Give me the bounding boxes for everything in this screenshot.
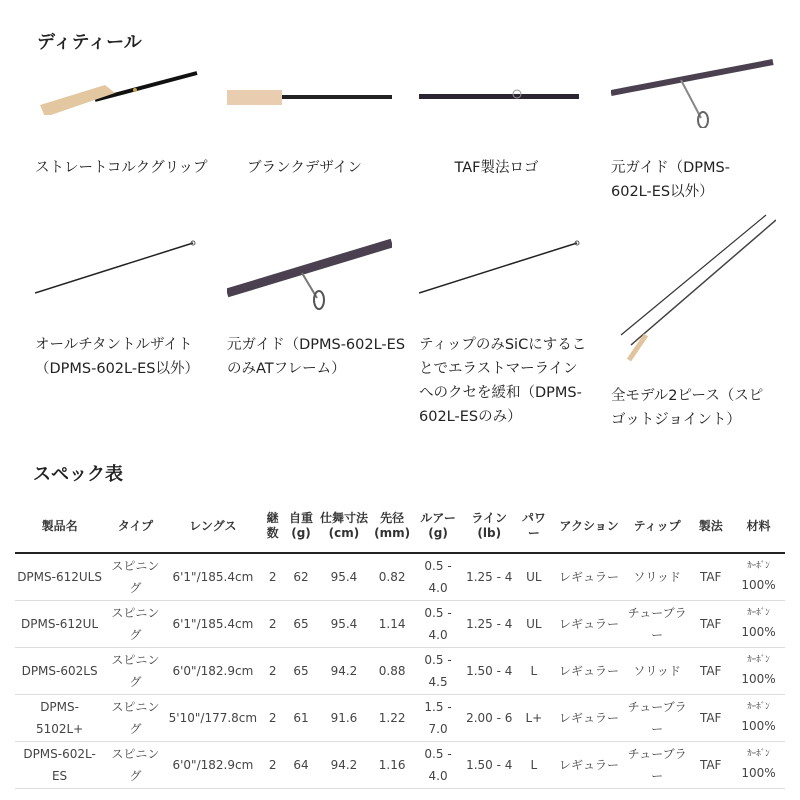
two-piece-rod-image bbox=[611, 210, 781, 370]
table-cell: 6'0"/182.9cm bbox=[167, 741, 259, 788]
column-header: ライン(lb) bbox=[464, 500, 515, 553]
material-percent: 100% bbox=[741, 624, 776, 639]
table-cell: 2 bbox=[259, 553, 286, 600]
butt-guide-image bbox=[611, 58, 781, 128]
caption: ストレートコルクグリップ bbox=[35, 160, 208, 176]
table-cell: 61 bbox=[286, 694, 316, 741]
table-cell: スピニング bbox=[104, 694, 167, 741]
table-cell: レギュラー bbox=[553, 600, 625, 647]
table-cell: TAF bbox=[689, 741, 732, 788]
table-cell: 1.50 - 4 bbox=[464, 741, 515, 788]
material-cell bbox=[732, 647, 785, 694]
caption: 全モデル2ピース（スピゴットジョイント） bbox=[611, 388, 764, 428]
taf-logo-image bbox=[419, 88, 589, 108]
table-row bbox=[15, 647, 785, 694]
column-header: ティップ bbox=[625, 500, 689, 553]
table-cell: 65 bbox=[286, 647, 316, 694]
material-percent: 100% bbox=[741, 671, 776, 686]
table-cell: 2 bbox=[259, 647, 286, 694]
table-cell: DPMS-5102L+ bbox=[15, 694, 104, 741]
table-cell: 1.25 - 4 bbox=[464, 553, 515, 600]
table-cell: スピニング bbox=[104, 647, 167, 694]
material-cell bbox=[732, 553, 785, 600]
column-header: 製品名 bbox=[15, 500, 104, 553]
column-header: 製法 bbox=[689, 500, 732, 553]
table-cell: 0.88 bbox=[372, 647, 412, 694]
material-name: ｶｰﾎﾞﾝ bbox=[747, 607, 770, 618]
table-cell: 2 bbox=[259, 741, 286, 788]
table-cell: 6'1"/185.4cm bbox=[167, 553, 259, 600]
caption: 元ガイド（DPMS-602L-ESのみATフレーム） bbox=[227, 337, 406, 377]
column-header: アクション bbox=[553, 500, 625, 553]
material-name: ｶｰﾎﾞﾝ bbox=[747, 748, 770, 759]
cork-grip-image bbox=[35, 65, 205, 115]
blank-design-image bbox=[227, 88, 397, 108]
caption: オールチタントルザイト（DPMS-602L-ES以外） bbox=[35, 337, 199, 377]
table-cell: 1.16 bbox=[372, 741, 412, 788]
table-cell: 2 bbox=[259, 600, 286, 647]
caption: ティップのみSiCにすることでエラストマーラインへのクセを緩和（DPMS-602L-ESのみ） bbox=[419, 337, 587, 425]
table-cell: 2 bbox=[259, 694, 286, 741]
titanium-guides-image bbox=[35, 238, 205, 298]
table-row bbox=[15, 741, 785, 788]
table-cell: TAF bbox=[689, 647, 732, 694]
column-header: 先径(mm) bbox=[372, 500, 412, 553]
table-cell: ソリッド bbox=[625, 647, 689, 694]
detail-title: ディティール bbox=[37, 32, 142, 53]
table-cell: L bbox=[515, 647, 554, 694]
table-cell: 62 bbox=[286, 553, 316, 600]
table-cell: 1.14 bbox=[372, 600, 412, 647]
table-cell: TAF bbox=[689, 553, 732, 600]
column-header: ルアー(g) bbox=[412, 500, 464, 553]
table-cell: 1.5 - 7.0 bbox=[412, 694, 464, 741]
table-cell: DPMS-602LS bbox=[15, 647, 104, 694]
table-cell: スピニング bbox=[104, 553, 167, 600]
material-cell bbox=[732, 741, 785, 788]
table-cell: チューブラー bbox=[625, 694, 689, 741]
table-cell: 94.2 bbox=[316, 647, 372, 694]
material-percent: 100% bbox=[741, 718, 776, 733]
table-row bbox=[15, 553, 785, 600]
table-cell: TAF bbox=[689, 600, 732, 647]
table-cell: 6'0"/182.9cm bbox=[167, 647, 259, 694]
table-cell: UL bbox=[515, 600, 554, 647]
spec-table bbox=[15, 500, 785, 789]
column-header: パワー bbox=[515, 500, 554, 553]
column-header: 仕舞寸法(cm) bbox=[316, 500, 372, 553]
table-cell: L+ bbox=[515, 694, 554, 741]
sic-tip-image bbox=[419, 238, 589, 298]
column-header: 材料 bbox=[732, 500, 785, 553]
column-header: 継数 bbox=[259, 500, 286, 553]
spec-title: スペック表 bbox=[33, 464, 123, 485]
table-cell: レギュラー bbox=[553, 553, 625, 600]
table-cell: 1.22 bbox=[372, 694, 412, 741]
butt-guide-at-image bbox=[227, 238, 397, 318]
table-cell: 95.4 bbox=[316, 600, 372, 647]
table-cell: 0.5 - 4.0 bbox=[412, 741, 464, 788]
column-header: レングス bbox=[167, 500, 259, 553]
table-cell: 5'10"/177.8cm bbox=[167, 694, 259, 741]
material-name: ｶｰﾎﾞﾝ bbox=[747, 701, 770, 712]
table-cell: レギュラー bbox=[553, 741, 625, 788]
material-name: ｶｰﾎﾞﾝ bbox=[747, 654, 770, 665]
table-cell: レギュラー bbox=[553, 694, 625, 741]
material-percent: 100% bbox=[741, 577, 776, 592]
table-cell: 94.2 bbox=[316, 741, 372, 788]
table-cell: チューブラー bbox=[625, 741, 689, 788]
table-row bbox=[15, 600, 785, 647]
material-cell bbox=[732, 600, 785, 647]
caption: ブランクデザイン bbox=[247, 160, 362, 176]
table-cell: DPMS-612ULS bbox=[15, 553, 104, 600]
material-name: ｶｰﾎﾞﾝ bbox=[747, 560, 770, 571]
table-cell: DPMS-612UL bbox=[15, 600, 104, 647]
table-cell: 0.5 - 4.0 bbox=[412, 553, 464, 600]
table-row bbox=[15, 694, 785, 741]
table-cell: 2.00 - 6 bbox=[464, 694, 515, 741]
table-cell: TAF bbox=[689, 694, 732, 741]
table-cell: チューブラー bbox=[625, 600, 689, 647]
table-cell: 95.4 bbox=[316, 553, 372, 600]
table-cell: 1.25 - 4 bbox=[464, 600, 515, 647]
caption: 元ガイド（DPMS-602L-ES以外） bbox=[611, 160, 730, 200]
table-cell: 65 bbox=[286, 600, 316, 647]
table-cell: スピニング bbox=[104, 600, 167, 647]
table-cell: 0.5 - 4.0 bbox=[412, 600, 464, 647]
material-percent: 100% bbox=[741, 765, 776, 780]
table-cell: L bbox=[515, 741, 554, 788]
table-cell: 1.50 - 4 bbox=[464, 647, 515, 694]
caption: TAF製法ロゴ bbox=[454, 160, 539, 176]
table-cell: 0.5 - 4.5 bbox=[412, 647, 464, 694]
table-cell: 64 bbox=[286, 741, 316, 788]
table-cell: DPMS-602L-ES bbox=[15, 741, 104, 788]
column-header: 自重(g) bbox=[286, 500, 316, 553]
table-cell: 91.6 bbox=[316, 694, 372, 741]
table-cell: ソリッド bbox=[625, 553, 689, 600]
column-header: タイプ bbox=[104, 500, 167, 553]
table-cell: スピニング bbox=[104, 741, 167, 788]
table-cell: 0.82 bbox=[372, 553, 412, 600]
material-cell bbox=[732, 694, 785, 741]
table-cell: レギュラー bbox=[553, 647, 625, 694]
table-cell: 6'1"/185.4cm bbox=[167, 600, 259, 647]
table-cell: UL bbox=[515, 553, 554, 600]
